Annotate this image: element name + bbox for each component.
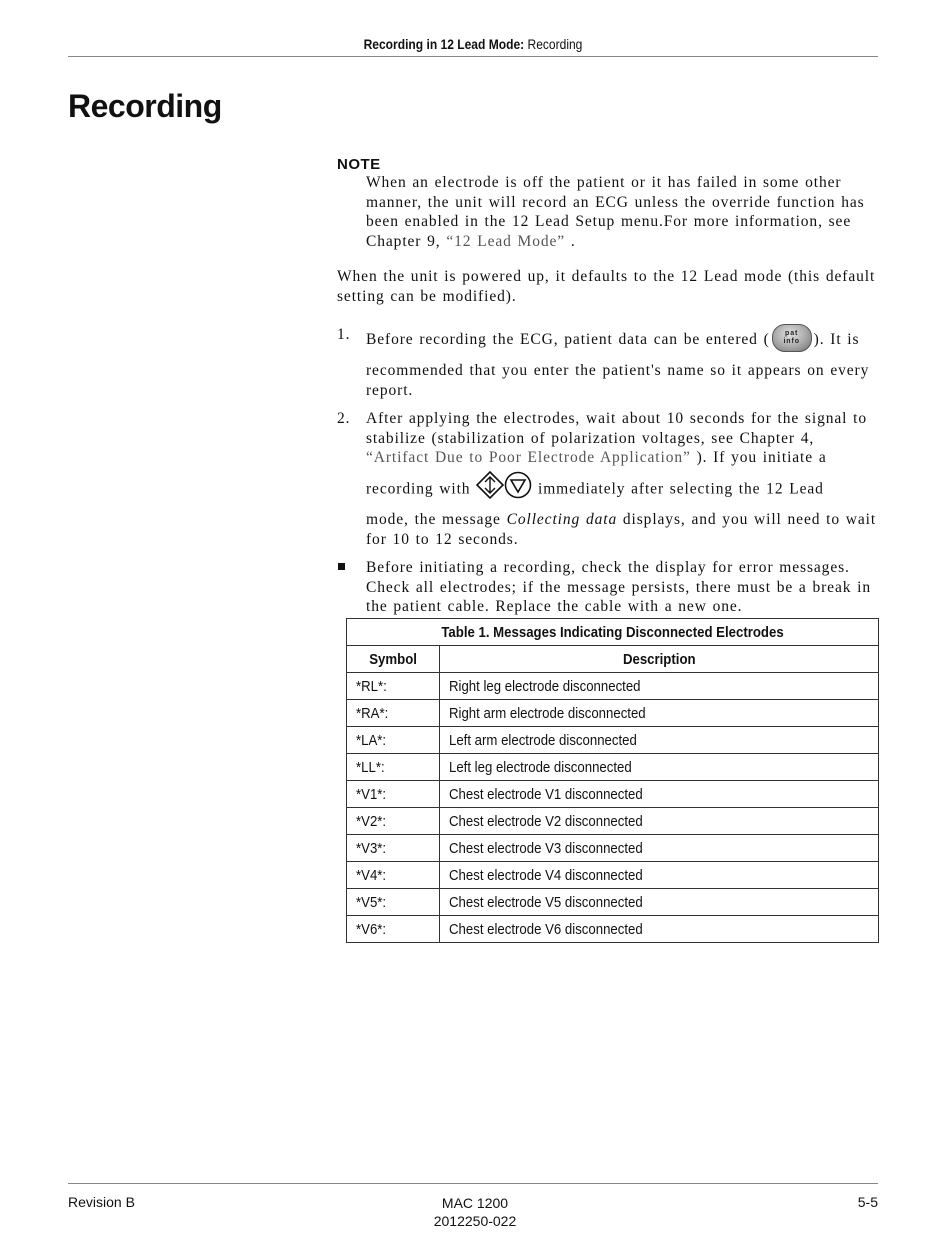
note-text <box>366 173 882 251</box>
step-1-text <box>366 325 882 355</box>
header-rule <box>68 56 878 57</box>
step-2-number: 2. <box>337 410 351 427</box>
row-description: Left arm electrode disconnected <box>440 727 879 754</box>
step-2-b: ). If you initiate a <box>690 449 827 466</box>
step-2-text <box>366 409 882 468</box>
bullet-text: Before initiating a recording, check the display for error messages. Check all electrodes; if the message persists, there must be a break in the patient cable. Replace the cable with a new one. <box>366 559 872 615</box>
row-symbol: *LL*: <box>347 754 440 781</box>
row-symbol: *RL*: <box>347 673 440 700</box>
step-2 <box>337 409 882 549</box>
step-2-d: immediately after selecting the 12 Lead <box>537 479 824 497</box>
footer-doc-id <box>375 1194 575 1230</box>
page-title: Recording <box>68 88 222 124</box>
step-2-e: mode, the message <box>366 511 507 528</box>
row-description: Right arm electrode disconnected <box>440 700 879 727</box>
row-description: Left leg electrode disconnected <box>440 754 879 781</box>
start-arrow-icon <box>476 471 504 505</box>
footer-page-number: 5-5 <box>857 1194 878 1210</box>
footer-revision: Revision B <box>68 1194 135 1210</box>
row-description: Chest electrode V1 disconnected <box>440 781 879 808</box>
intro-paragraph: When the unit is powered up, it defaults to the 12 Lead mode (this default setting can be modified). <box>337 268 876 305</box>
row-symbol: *V3*: <box>347 835 440 862</box>
row-description: Chest electrode V2 disconnected <box>440 808 879 835</box>
step-2-a: After applying the electrodes, wait about 10 seconds for the signal to stabilize (stabilization of polarization voltages, see Chapter 4, <box>366 410 867 447</box>
bullet-item <box>337 558 882 617</box>
step-2-tail <box>366 510 882 549</box>
body-column <box>337 156 882 617</box>
row-symbol: *V6*: <box>347 916 440 943</box>
step-1-number: 1. <box>337 326 351 343</box>
pat-info-line2: info <box>783 338 800 346</box>
table-row <box>347 889 879 916</box>
step-1 <box>337 325 882 400</box>
step-2-link[interactable]: “Artifact Due to Poor Electrode Application” <box>366 449 691 466</box>
bullet-square-icon <box>338 563 345 570</box>
row-symbol: *V4*: <box>347 862 440 889</box>
table-row <box>347 673 879 700</box>
table-row <box>347 862 879 889</box>
note-label: NOTE <box>337 156 381 173</box>
footer-rule <box>68 1183 878 1184</box>
step-1-a: Before recording the ECG, patient data can be entered ( <box>366 331 770 348</box>
stop-icon <box>504 471 532 505</box>
running-header <box>125 36 822 52</box>
row-symbol: *V5*: <box>347 889 440 916</box>
table-row <box>347 835 879 862</box>
row-symbol: *RA*: <box>347 700 440 727</box>
table-row <box>347 727 879 754</box>
table-row <box>347 916 879 943</box>
step-1-b: ). It is <box>813 331 860 348</box>
row-description: Right leg electrode disconnected <box>440 673 879 700</box>
step-2-f: displays, and you will need to wait for 10 to 12 seconds. <box>366 511 877 548</box>
pat-info-button-icon <box>772 324 812 352</box>
note-body: When an electrode is off the patient or it has failed in some other manner, the unit will record an ECG unless the override function has been enabled in the 12 Lead Setup menu.For more information, see Chapter 9, <box>366 174 865 250</box>
row-symbol: *V1*: <box>347 781 440 808</box>
table-row <box>347 781 879 808</box>
row-description: Chest electrode V3 disconnected <box>440 835 879 862</box>
row-description: Chest electrode V6 disconnected <box>440 916 879 943</box>
pat-info-line1: pat <box>785 330 799 338</box>
footer-product: MAC 1200 <box>441 1195 509 1211</box>
note-end: . <box>565 232 576 250</box>
table-row <box>347 700 879 727</box>
table-header-symbol: Symbol <box>347 646 440 673</box>
header-section-bold: Recording in 12 Lead Mode: <box>363 36 525 52</box>
row-symbol: *LA*: <box>347 727 440 754</box>
step-2-line-recording <box>366 473 882 507</box>
step-1-c: recommended that you enter the patient's name so it appears on every report. <box>366 362 870 399</box>
header-section-rest: Recording <box>527 36 583 52</box>
row-description: Chest electrode V5 disconnected <box>440 889 879 916</box>
table-caption: Table 1. Messages Indicating Disconnected Electrodes <box>347 619 879 646</box>
electrodes-table <box>346 618 879 943</box>
note-link[interactable]: “12 Lead Mode” <box>446 232 566 250</box>
table-row <box>347 754 879 781</box>
table-header-description: Description <box>440 646 879 673</box>
step-2-italic: Collecting data <box>506 511 618 528</box>
row-symbol: *V2*: <box>347 808 440 835</box>
table-row <box>347 808 879 835</box>
step-2-c: recording with <box>366 479 471 497</box>
footer-part-number: 2012250-022 <box>433 1213 517 1229</box>
row-description: Chest electrode V4 disconnected <box>440 862 879 889</box>
